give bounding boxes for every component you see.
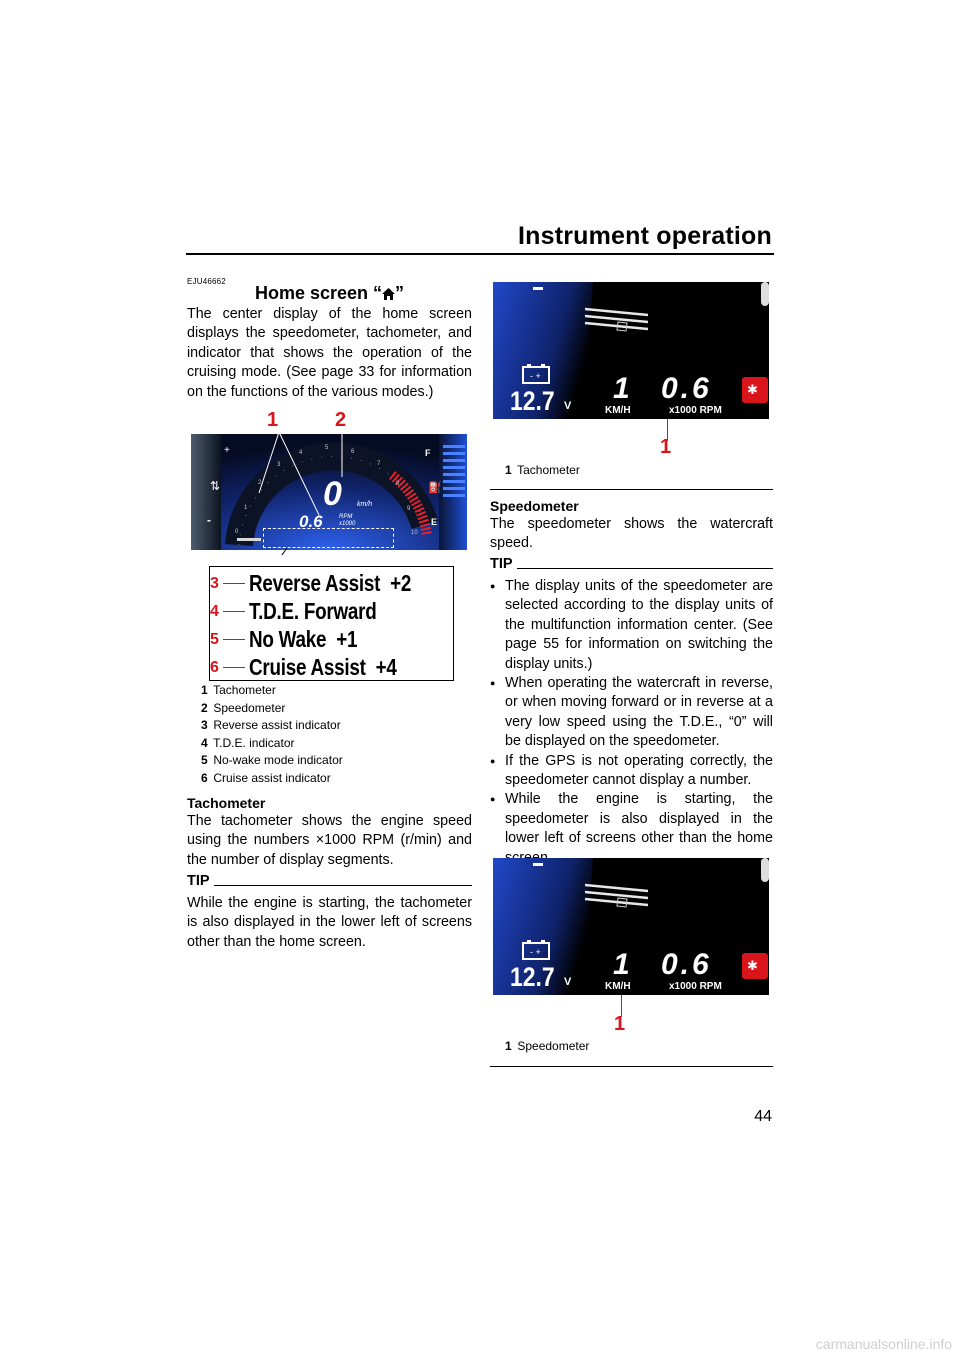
fuel-pump-icon: ⛽ (428, 482, 442, 494)
legend-item: 1 Tachometer (505, 463, 580, 477)
main-figure-legend (201, 682, 343, 788)
indicator-row-tde (210, 598, 405, 625)
tachometer-figure (493, 282, 769, 419)
legend-item: 3 Reverse assist indicator (201, 718, 341, 733)
battery-icon: - + (530, 371, 541, 381)
fuel-empty-label: E (431, 517, 438, 527)
speed-fig-speed: 1 (613, 948, 630, 981)
indicator-num: 6 (210, 658, 219, 676)
section-title (187, 283, 472, 304)
main-rpm-mult: x1000 (339, 521, 356, 527)
tick-10: 10 (411, 530, 418, 536)
tick-7: 7 (377, 461, 381, 467)
fuel-full-label: F (425, 448, 431, 458)
trim-icon: ⇅ (210, 479, 221, 493)
tick-2: 2 (258, 480, 262, 486)
indicator-num: 4 (210, 602, 219, 620)
watermark: carmanualsonline.info (815, 1336, 952, 1352)
main-callout-2: 2 (335, 409, 347, 431)
speedometer-tip-list (490, 577, 773, 868)
indicator-list-box (209, 566, 454, 681)
legend-item: 5 No-wake mode indicator (201, 753, 343, 768)
tick-9: 9 (407, 506, 411, 512)
indicator-text: Cruise Assist +4 (249, 654, 397, 680)
speed-figure-legend (505, 1038, 589, 1056)
tachometer-heading: Tachometer (187, 795, 266, 811)
main-gauge-figure (187, 405, 472, 555)
tick-5: 5 (325, 445, 329, 451)
speedometer-figure (493, 858, 769, 995)
speed-callout-1: 1 (614, 1013, 626, 1035)
indicator-text: No Wake +1 (249, 626, 358, 652)
section-title-prefix: Home screen “ (254, 283, 383, 303)
main-rpm-value: 0.6 (299, 512, 323, 531)
intro-paragraph: The center display of the home screen displays the speedometer, tachometer, and indicator that shows the operation of the cruising mode. (See page 33 for information on the functions of the various modes.) (187, 306, 472, 400)
speedometer-paragraph: The speedometer shows the watercraft speed. (490, 516, 773, 552)
tip-item: ● The display units of the speedometer are selected according to the display units of the multifunction information center. (See page 55 for information on switching the display units.) (490, 577, 773, 674)
page-header-title: Instrument operation (517, 222, 772, 250)
main-rpm-label: RPM (339, 514, 353, 520)
tick-0: 0 (235, 529, 239, 535)
figure-divider (490, 489, 773, 490)
tach-fig-speed: 1 (613, 372, 630, 405)
minus-label: - (207, 513, 211, 527)
tach-figure-legend (505, 462, 580, 480)
main-speed-unit: km/h (357, 501, 373, 508)
speed-fig-speed-unit: KM/H (605, 981, 631, 992)
tachometer-tip-heading: TIP (187, 873, 472, 889)
tach-fig-rpm: 0.6 (661, 372, 712, 405)
tachometer-tip-text: While the engine is starting, the tachometer is also displayed in the lower left of screens other than the home screen. (187, 895, 472, 950)
speed-fig-rpm-unit: x1000 RPM (669, 981, 722, 992)
battery-icon: - + (530, 947, 541, 957)
page-number: 44 (754, 1108, 772, 1125)
legend-item: 4 T.D.E. indicator (201, 735, 295, 750)
speedometer-heading: Speedometer (490, 498, 579, 514)
callout-leader-lines (187, 405, 472, 555)
indicator-row-reverse-assist (210, 570, 447, 597)
indicator-text: Reverse Assist +2 (249, 570, 412, 596)
indicator-text: T.D.E. Forward (249, 598, 377, 624)
indicator-row-no-wake (210, 626, 381, 653)
legend-item: 1 Speedometer (505, 1039, 590, 1053)
legend-item: 1 Tachometer (201, 683, 276, 697)
tip-item: ● If the GPS is not operating correctly, the speedometer cannot display a number. (490, 752, 773, 791)
home-icon (382, 288, 395, 300)
speed-fig-volt-unit: V (564, 976, 572, 988)
tachometer-paragraph: The tachometer shows the engine speed using the numbers ×1000 RPM (r/min) and the number of display segments. (187, 813, 472, 868)
legend-item: 6 Cruise assist indicator (201, 770, 331, 785)
tach-fig-rpm-unit: x1000 RPM (669, 405, 722, 416)
warning-icon: ✱ (747, 958, 758, 973)
indicator-num: 5 (210, 630, 219, 648)
tach-callout-1: 1 (660, 436, 672, 458)
section-title-suffix: ” (395, 283, 405, 303)
header-rule (186, 253, 774, 255)
legend-item: 2 Speedometer (201, 700, 286, 715)
tach-fig-volt-unit: V (564, 400, 572, 412)
section-code: EJU46662 (187, 277, 226, 286)
tip-item: ● While the engine is starting, the speedometer is also displayed in the lower left of screens other than the home (490, 790, 773, 868)
speed-fig-voltage: 12.7 (510, 962, 555, 992)
tip-item: ● When operating the watercraft in reverse, or when moving forward or in reverse at a very low speed using the T.D.E., “0” will be displayed on the speedometer. (490, 674, 773, 752)
main-speed-value: 0 (323, 475, 342, 513)
indicator-num: 3 (210, 574, 219, 592)
tick-3: 3 (277, 462, 281, 468)
warning-icon: ✱ (747, 382, 758, 397)
figure-divider (490, 1066, 773, 1067)
tick-6: 6 (351, 449, 355, 455)
indicator-row-cruise-assist (210, 654, 429, 681)
main-callout-1: 1 (267, 409, 279, 431)
tach-fig-speed-unit: KM/H (605, 405, 631, 416)
plus-label: + (224, 445, 230, 456)
tick-4: 4 (299, 450, 303, 456)
speed-fig-rpm: 0.6 (661, 948, 712, 981)
tick-8: 8 (396, 481, 400, 487)
tick-1: 1 (244, 505, 248, 511)
speedometer-tip-heading: TIP (490, 556, 773, 572)
tach-fig-voltage: 12.7 (510, 386, 555, 416)
